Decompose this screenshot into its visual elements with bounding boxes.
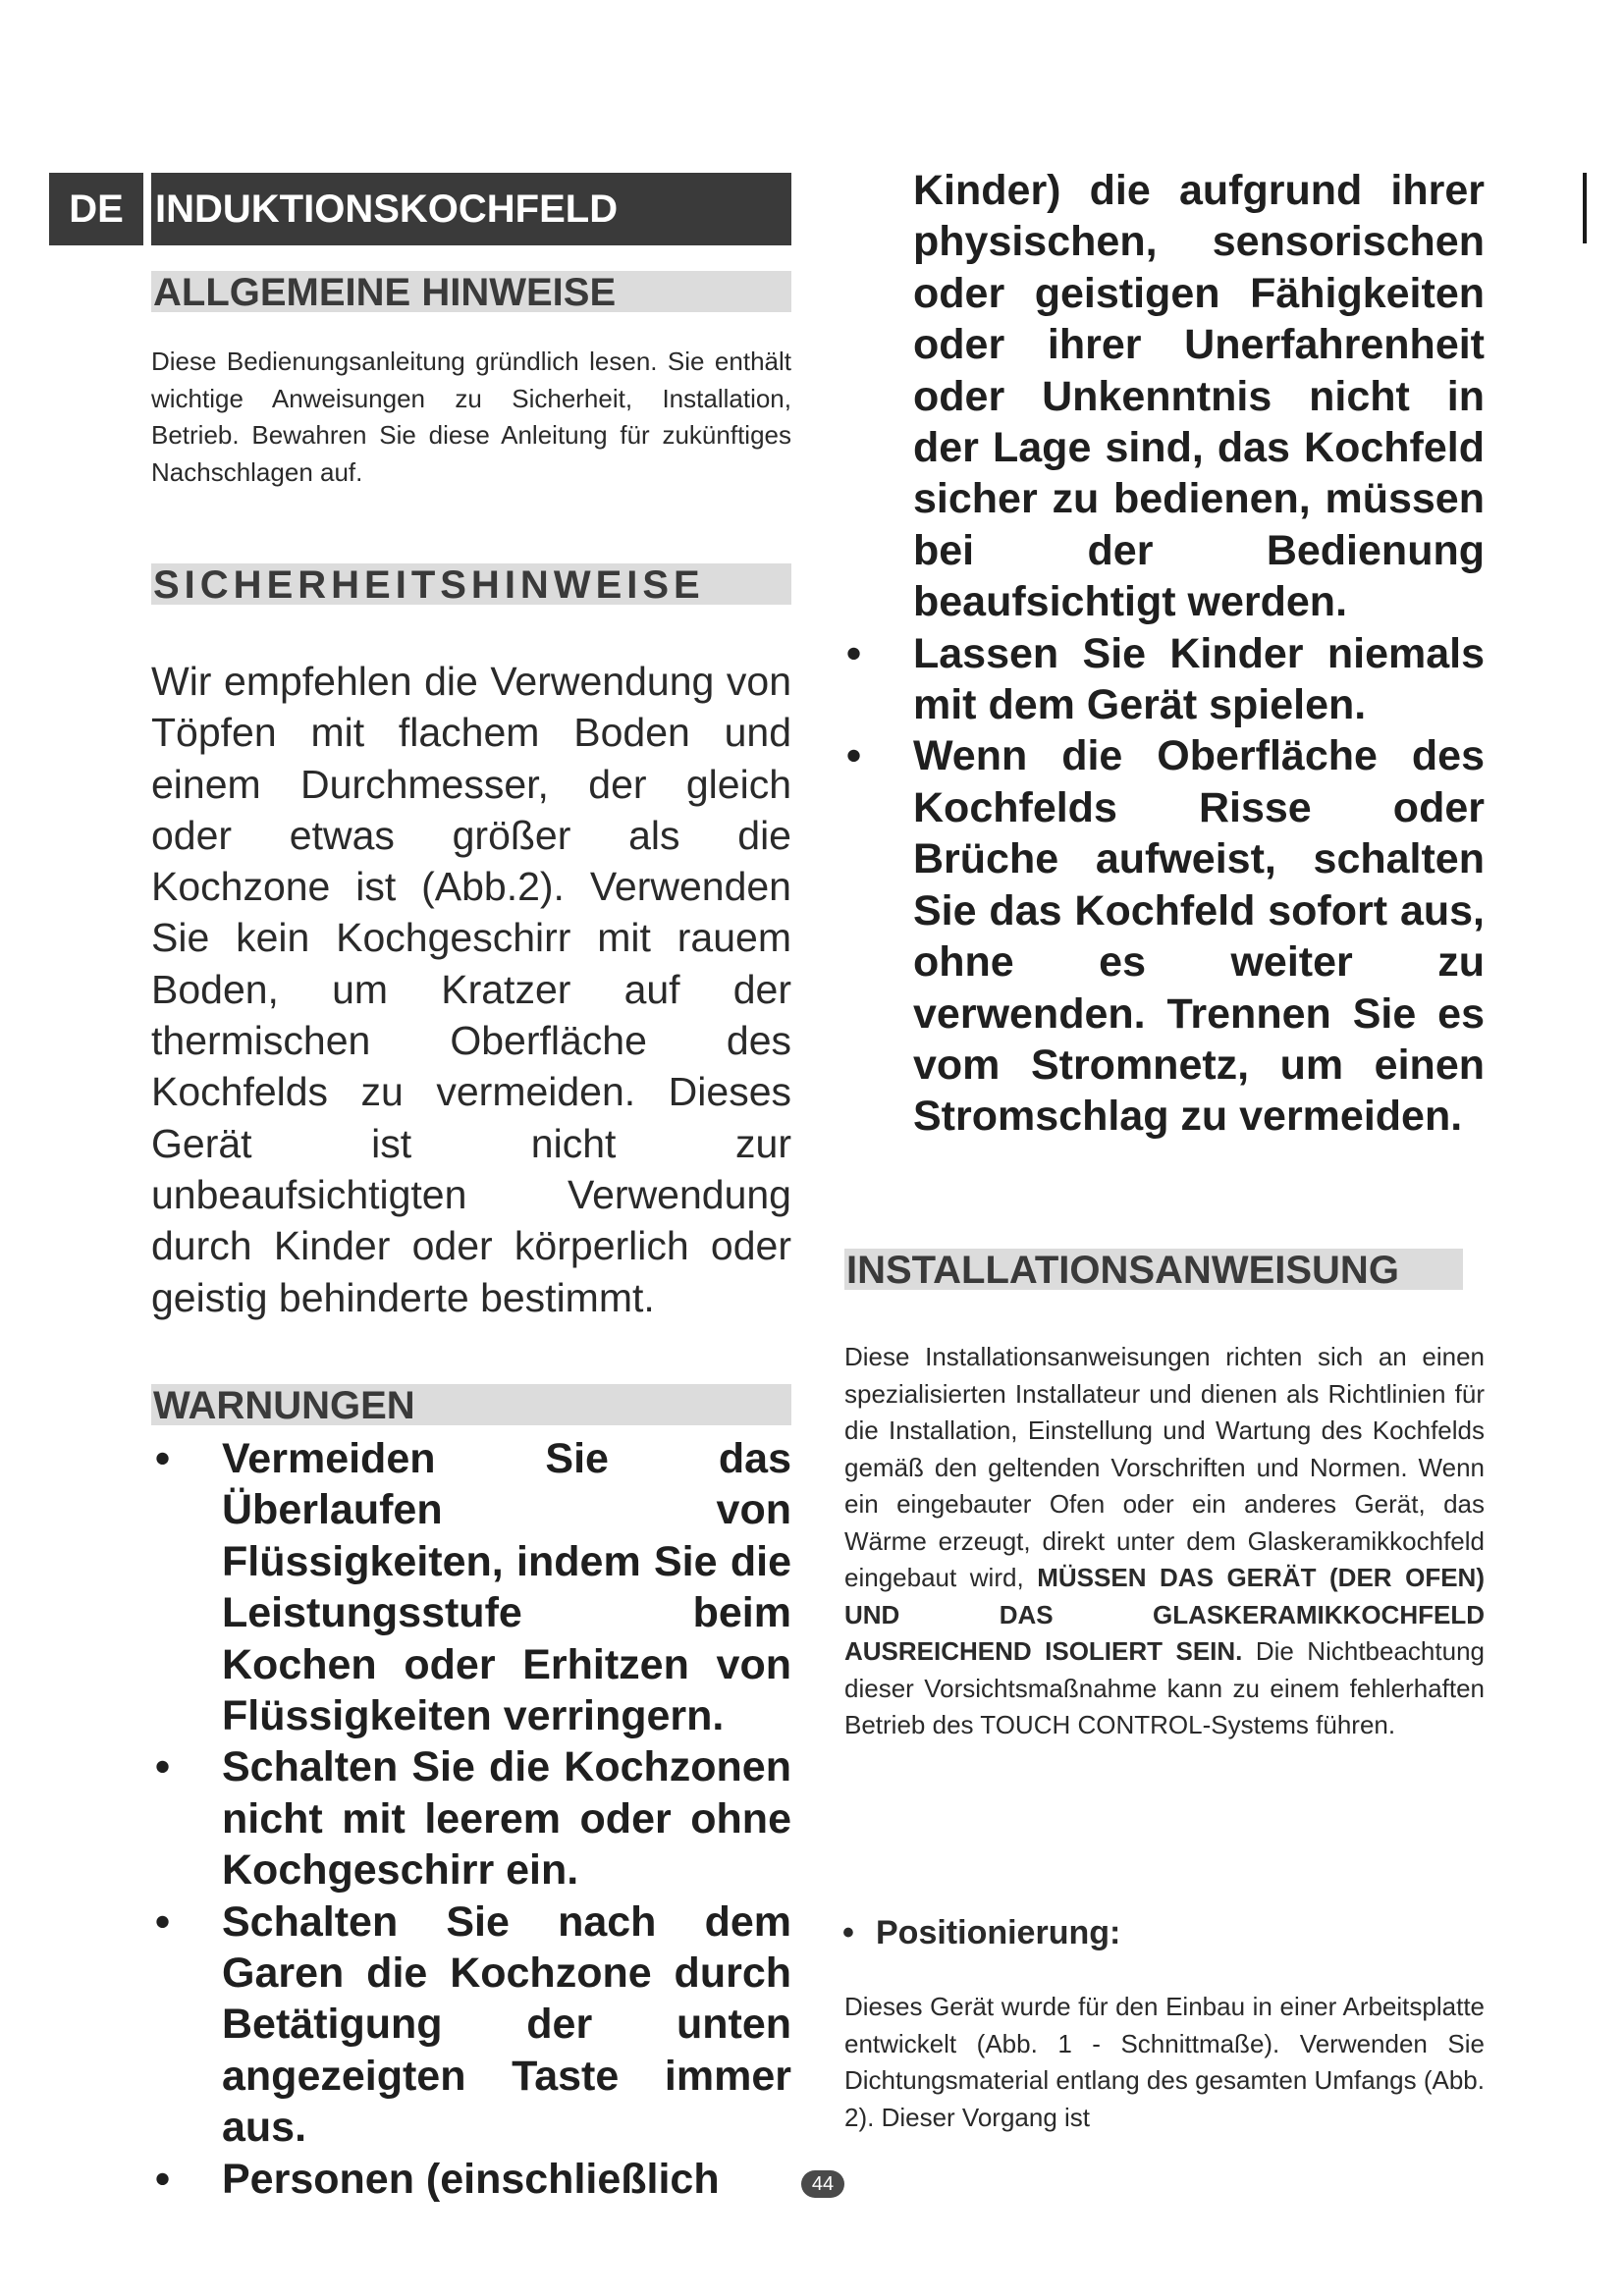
warning-continuation: Kinder) die aufgrund ihrer physischen, sensorischen oder geistigen Fähigkeiten oder ihrer Unerfahrenheit oder Unkenntnis nicht in der Lage sind, das Kochfeld sicher zu bedienen, müssen bei der Bedienung beaufsichtigt werden. — [913, 167, 1485, 626]
warning-item: • Wenn die Oberfläche des Kochfelds Risse oder Brüche aufweist, schalten Sie das Kochfeld sofort aus, ohne es weiter zu verwenden. Trennen Sie es vom Stromnetz, um einen Stromschlag zu vermeiden. — [846, 732, 1485, 1141]
insulation-warning: MÜSSEN DAS GERÄT (DER OFEN) UND DAS GLASKERAMIKKOCHFELD AUSREICHEND ISOLIERT SEIN. — [844, 1563, 1485, 1666]
bullet-icon: • — [155, 1435, 171, 1482]
sicherheitshinweise-heading: SICHERHEITSHINWEISE — [151, 563, 791, 605]
warnungen-list-left — [155, 1433, 791, 2205]
page-title: INDUKTIONSKOCHFELD — [151, 173, 791, 245]
bullet-icon: • — [155, 1743, 171, 1791]
warning-item: • Schalten Sie die Kochzonen nicht mit leerem oder ohne Kochgeschirr ein. — [155, 1743, 791, 1895]
sicherheitshinweise-text: Wir empfehlen die Verwendung von Töpfen mit flachem Boden und einem Durchmesser, der gleich oder etwas größer als die Kochzone ist (Abb.2). Verwenden Sie kein Kochgeschirr mit rauem Boden, um Kratzer auf der thermischen Oberfläche des Kochfelds zu vermeiden. Dieses Gerät ist nicht zur unbeaufsichtigten Verwendung durch Kinder oder körperlich oder geistig behinderte bestimmt. — [151, 659, 791, 1320]
language-badge: DE — [49, 173, 143, 245]
warnungen-list-right — [846, 165, 1485, 1143]
warnungen-heading: WARNUNGEN — [151, 1384, 791, 1425]
allgemeine-hinweise-text: Diese Bedienungsanleitung gründlich lesen. Sie enthält wichtige Anweisungen zu Sicherheit, Installation, Betrieb. Bewahren Sie diese Anleitung für zukünftiges Nachschlagen auf. — [151, 347, 791, 487]
warning-item: • Schalten Sie nach dem Garen die Kochzone durch Betätigung der unten angezeigten Taste immer aus. — [155, 1897, 791, 2152]
installationsanweisung-text: Diese Installationsanweisungen richten sich an einen spezialisierten Installateur und dienen als Richtlinien für die Installation, Einstellung und Wartung des Kochfelds gemäß den geltenden Vorschriften und Normen. Wenn ein eingebauter Ofen oder ein anderes Gerät, das Wärme erzeugt, direkt unter dem Glaskeramikkochfeld eingebaut wird, MÜSSEN DAS GERÄT (DER OFEN) UND DAS GLASKERAMIKKOCHFELD AUSREICHEND ISOLIERT SEIN. Die Nichtbeachtung dieser Vorsichtsmaßnahme kann zu einem fehlerhaften Betrieb des TOUCH CONTROL-Systems führen. — [844, 1342, 1485, 1739]
warning-item: • Personen (einschließlich — [155, 2154, 791, 2205]
warning-item: • Lassen Sie Kinder niemals mit dem Gerät spielen. — [846, 629, 1485, 729]
bullet-icon: • — [155, 1897, 171, 1946]
installationsanweisung-heading: INSTALLATIONSANWEISUNG — [844, 1249, 1463, 1290]
positionierung-label: • Positionierung: — [842, 1914, 1121, 1951]
positionierung-text: Dieses Gerät wurde für den Einbau in einer Arbeitsplatte entwickelt (Abb. 1 - Schnittmaße). Verwenden Sie Dichtungsmaterial entlang des gesamten Umfangs (Abb. 2). Dieser Vorgang ist — [844, 1992, 1485, 2132]
column-divider — [1583, 173, 1587, 243]
bullet-icon: • — [842, 1914, 854, 1951]
bullet-icon: • — [846, 732, 862, 780]
allgemeine-hinweise-heading: ALLGEMEINE HINWEISE — [151, 271, 791, 312]
warning-item: • Vermeiden Sie das Überlaufen von Flüssigkeiten, indem Sie die Leistungsstufe beim Kochen oder Erhitzen von Flüssigkeiten verringern. — [155, 1435, 791, 1740]
page-number: 44 — [801, 2170, 844, 2198]
bullet-icon: • — [155, 2155, 171, 2203]
bullet-icon: • — [846, 629, 862, 677]
